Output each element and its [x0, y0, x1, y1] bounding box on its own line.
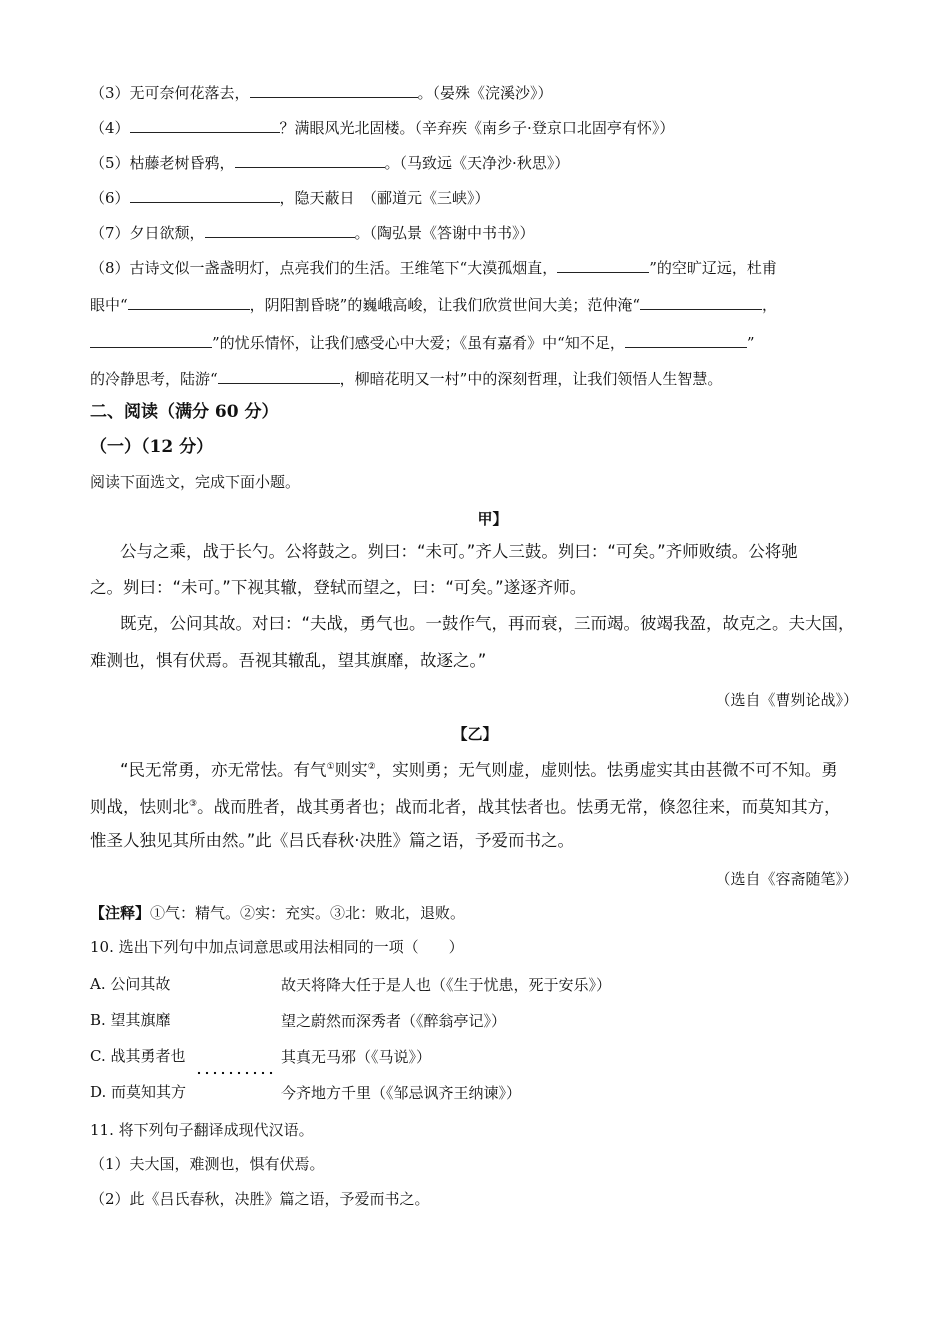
- q8-text: ”的空旷辽远，杜甫: [649, 259, 777, 277]
- fill-q6: [90, 186, 490, 208]
- passage-yi-label: 【乙】: [452, 725, 498, 743]
- q5-suffix: 。（马致远《天净沙·秋思》）: [384, 154, 570, 172]
- q6-prefix: （6）: [90, 189, 130, 207]
- fill-q8-line2: [90, 293, 777, 315]
- q4-prefix: （4）: [90, 119, 130, 137]
- q10-option-b-compare: 望之蔚然而深秀者（《醉翁亭记》）: [281, 1012, 507, 1030]
- fill-q3: [90, 81, 553, 103]
- q10-stem: 10. 选出下列句中加点词意思或用法相同的一项（ ）: [90, 938, 464, 956]
- yi-text: 。战而胜者，战其勇者也；战而北者，战其怯者也。怯勇无常，倏忽往来，而莫知其方，: [197, 797, 841, 817]
- fill-q7: [90, 221, 535, 243]
- q4-suffix: ？满眼风光北固楼。（辛弃疾《南乡子·登京口北固亭有怀》）: [279, 119, 675, 137]
- yi-text: “民无常勇，亦无常怯。有气: [120, 760, 327, 780]
- jia-source: （选自《曹刿论战》）: [715, 691, 858, 709]
- q3-prefix: （3）无可奈何花落去，: [90, 84, 250, 102]
- q10-option-a-compare: 故天将降大任于是人也（《生于忧患，死于安乐》）: [281, 976, 612, 994]
- notes-text: ①气：精气。②实：充实。③北：败北，退败。: [150, 904, 466, 922]
- note-marker: ②: [367, 762, 376, 772]
- note-marker: ①: [326, 762, 335, 772]
- jia-para1-line2: 之。刿曰：“未可。”下视其辙，登轼而望之，曰：“可矣。”遂逐齐师。: [90, 578, 587, 597]
- fill-q8-line3: [90, 331, 755, 353]
- q11-sentence-2: （2）此《吕氏春秋，决胜》篇之语，予爱而书之。: [90, 1190, 430, 1208]
- yi-text: 则实: [334, 760, 368, 780]
- q8-text: ”的忧乐情怀，让我们感受心中大爱；《虽有嘉肴》中“知不足，: [212, 334, 625, 352]
- fill-q4: [90, 116, 674, 138]
- q8-blank-4[interactable]: [90, 331, 212, 348]
- fill-q8-line4: [90, 367, 722, 389]
- q10-option-d-compare: 今齐地方千里（《邹忌讽齐王纳谏》）: [281, 1084, 522, 1102]
- q3-suffix: 。（晏殊《浣溪沙》）: [417, 84, 553, 102]
- reading-instruction: 阅读下面选文，完成下面小题。: [90, 473, 301, 491]
- yi-line3: 惟圣人独见其所由然。”此《吕氏春秋·决胜》篇之语，予爱而书之。: [90, 831, 575, 850]
- fill-q8-line1: [90, 256, 777, 278]
- q8-text: ，阴阳割昏晓”的巍峨高峻，让我们欣赏世间大美；范仲淹“: [249, 296, 641, 314]
- yi-line2: [90, 794, 841, 818]
- q8-blank-6[interactable]: [218, 367, 340, 384]
- q8-text: ，柳暗花明又一村”中的深刻哲理，让我们领悟人生智慧。: [339, 370, 723, 388]
- q3-blank[interactable]: [250, 81, 418, 98]
- q6-blank[interactable]: [130, 186, 280, 203]
- emphasis-dots: [195, 1070, 275, 1076]
- q7-suffix: 。（陶弘景《答谢中书书》）: [354, 224, 535, 242]
- q8-text: ”: [746, 334, 755, 352]
- q10-option-a[interactable]: A. 公问其故: [90, 975, 171, 993]
- jia-para2-line2: 难测也，惧有伏焉。吾视其辙乱，望其旗靡，故逐之。”: [90, 651, 487, 670]
- q11-sentence-1: （1）夫大国，难测也，惧有伏焉。: [90, 1155, 325, 1173]
- note-marker: ③: [189, 799, 198, 809]
- q8-blank-5[interactable]: [625, 331, 747, 348]
- q5-blank[interactable]: [235, 151, 385, 168]
- q7-prefix: （7）夕日欲颓，: [90, 224, 205, 242]
- section-title: 二、阅读（满分 60 分）: [90, 402, 279, 422]
- q7-blank[interactable]: [205, 221, 355, 238]
- q8-blank-1[interactable]: [557, 256, 649, 273]
- q8-text: 眼中“: [90, 296, 128, 314]
- jia-para2-line1: 既克，公问其故。对曰：“夫战，勇气也。一鼓作气，再而衰，三而竭。彼竭我盈，故克之。夫大国，: [120, 614, 855, 633]
- q8-text: 的冷静思考，陆游“: [90, 370, 218, 388]
- yi-source: （选自《容斋随笔》）: [715, 870, 858, 888]
- yi-line1: [120, 757, 838, 781]
- q6-suffix: ，隐天蔽日 （郦道元《三峡》）: [279, 189, 490, 207]
- q11-stem: 11. 将下列句子翻译成现代汉语。: [90, 1121, 314, 1139]
- q8-blank-2[interactable]: [128, 293, 250, 310]
- notes-label: 【注释】: [90, 904, 151, 922]
- q8-text: ，: [762, 296, 778, 314]
- q4-blank[interactable]: [130, 116, 280, 133]
- q5-prefix: （5）枯藤老树昏鸦，: [90, 154, 235, 172]
- yi-text: ，实则勇；无气则虚，虚则怯。怯勇虚实其由甚微不可不知。勇: [375, 760, 838, 780]
- passage-jia-label: 甲】: [477, 510, 508, 528]
- annotation-notes: [90, 903, 465, 923]
- subsection-title: （一）（12 分）: [90, 437, 214, 457]
- yi-text: 则战，怯则北: [90, 797, 189, 817]
- jia-para1-line1: 公与之乘，战于长勺。公将鼓之。刿曰：“未可。”齐人三鼓。刿曰：“可矣。”齐师败绩。公将驰: [120, 542, 798, 561]
- q10-option-c[interactable]: C. 战其勇者也: [90, 1047, 186, 1065]
- q10-option-b[interactable]: B. 望其旗靡: [90, 1011, 171, 1029]
- q10-option-c-compare: 其真无马邪（《马说》）: [281, 1048, 432, 1066]
- q8-blank-3[interactable]: [640, 293, 762, 310]
- q10-option-d[interactable]: D. 而莫知其方: [90, 1083, 187, 1101]
- q8-text: （8）古诗文似一盏盏明灯，点亮我们的生活。王维笔下“大漠孤烟直，: [90, 259, 558, 277]
- fill-q5: [90, 151, 569, 173]
